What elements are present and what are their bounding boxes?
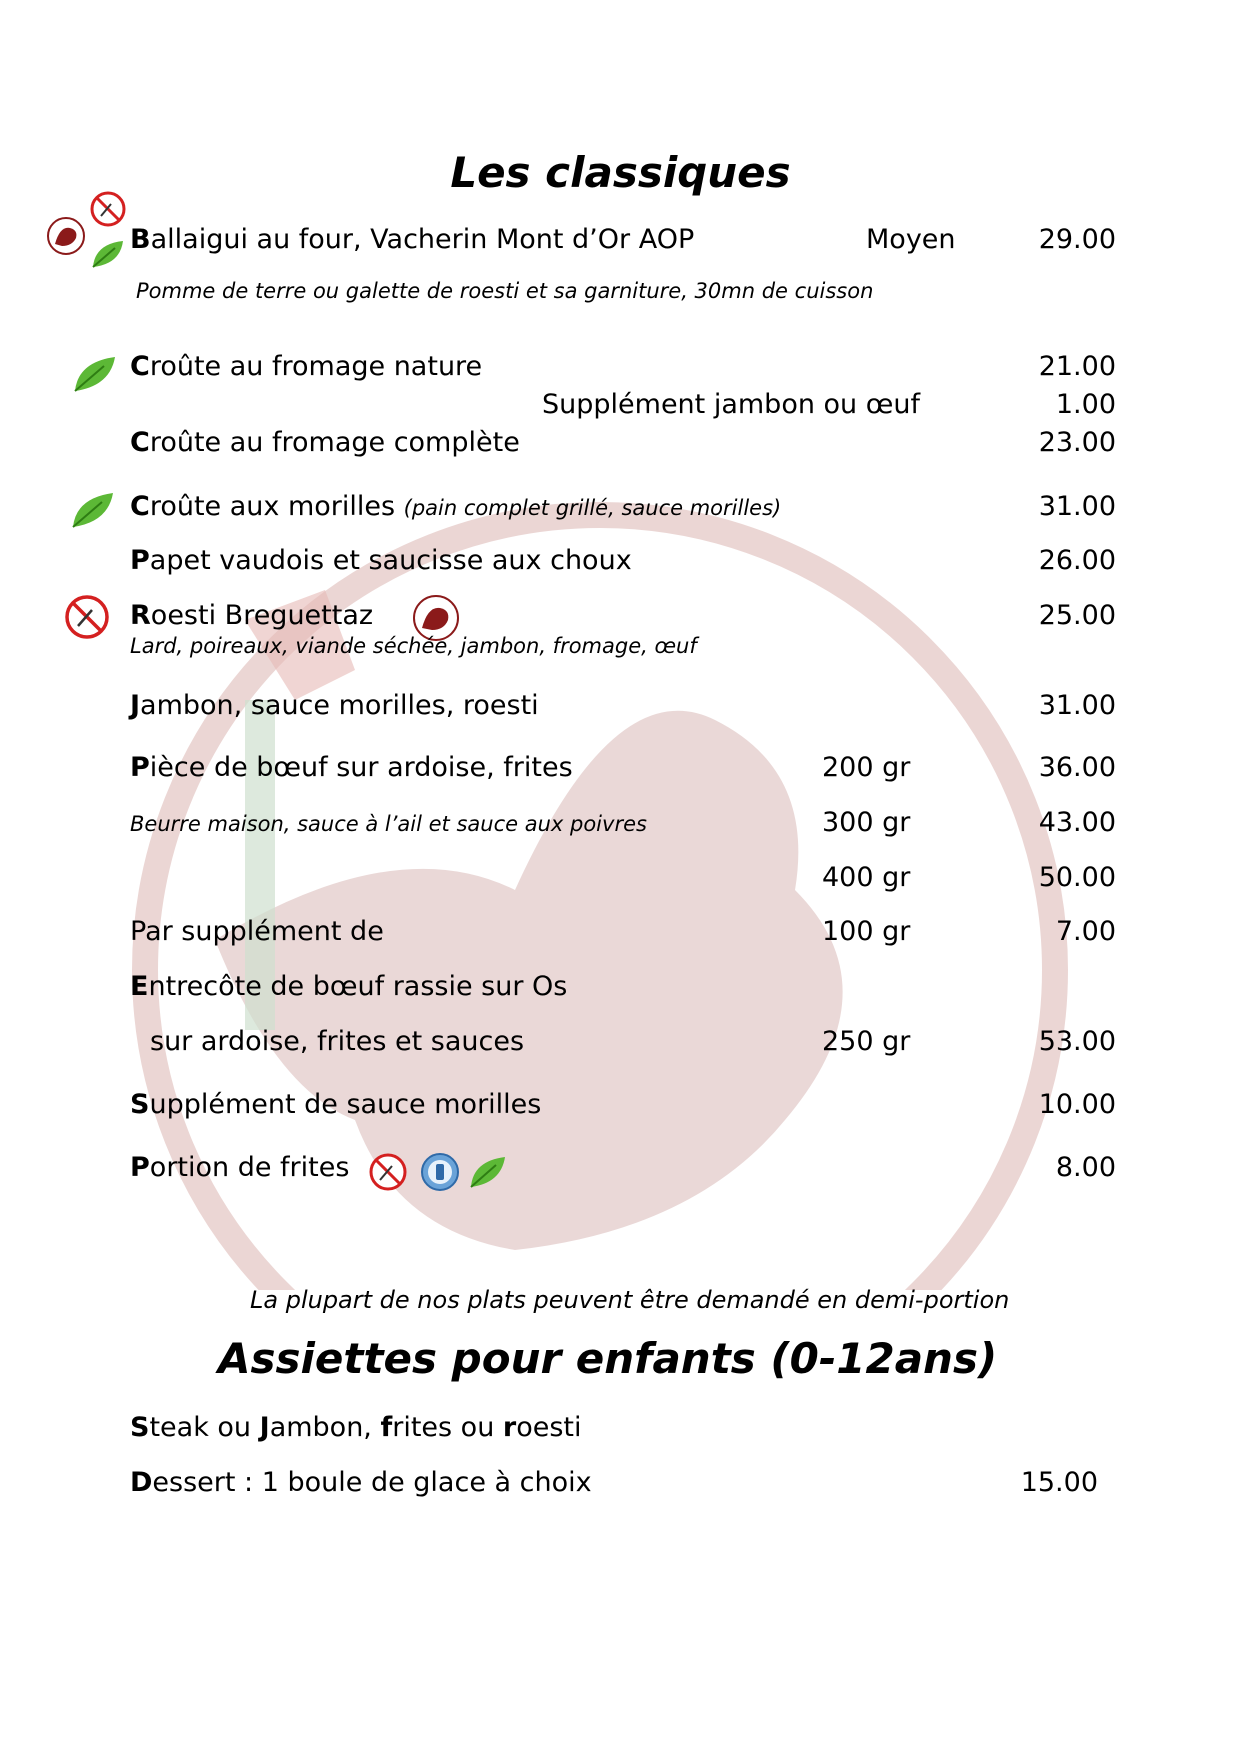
item-size: 300 gr <box>822 807 911 838</box>
item-description: Pomme de terre ou galette de roesti et sa garniture, 30mn de cuisson <box>136 279 874 303</box>
menu-item-entrecote: Entrecôte de bœuf rassie sur Os <box>130 971 568 1002</box>
item-price: 1.00 <box>1055 389 1116 420</box>
item-price: 25.00 <box>1038 600 1116 631</box>
menu-item-supplement-sauce: Supplément de sauce morilles <box>130 1089 542 1120</box>
menu-item-croute-complete: Croûte au fromage complète <box>130 427 520 458</box>
leaf-icon <box>70 490 116 530</box>
menu-item-roesti-breguettaz: Roesti Breguettaz <box>130 600 374 631</box>
item-price: 8.00 <box>1055 1152 1116 1183</box>
menu-item-ballaigui: Ballaigui au four, Vacherin Mont d’Or AOP <box>130 224 695 255</box>
menu-item-supplement-jambon: Supplément jambon ou œuf <box>542 389 920 420</box>
item-size: 100 gr <box>822 916 911 947</box>
item-description: Beurre maison, sauce à l’ail et sauce aux poivres <box>130 812 647 836</box>
half-portion-note: La plupart de nos plats peuvent être demandé en demi-portion <box>250 1286 1010 1314</box>
item-price: 53.00 <box>1038 1026 1116 1057</box>
item-price: 36.00 <box>1038 752 1116 783</box>
leaf-icon <box>72 354 118 394</box>
menu-item-croute-nature: Croûte au fromage nature <box>130 351 483 382</box>
menu-item-croute-morilles: Croûte aux morilles (pain complet grillé, sauce morilles) <box>130 491 782 522</box>
menu-item-piece-boeuf: Pièce de bœuf sur ardoise, frites <box>130 752 573 783</box>
item-price: 29.00 <box>1038 224 1116 255</box>
no-gluten-icon <box>64 594 110 640</box>
menu-item-jambon-morilles: Jambon, sauce morilles, roesti <box>130 690 539 721</box>
item-size: 200 gr <box>822 752 911 783</box>
regional-emblem-icon <box>46 216 86 256</box>
menu-item-entrecote-detail: sur ardoise, frites et sauces <box>150 1026 525 1057</box>
item-price: 26.00 <box>1038 545 1116 576</box>
menu-item-portion-frites: Portion de frites <box>130 1152 350 1183</box>
no-milk-icon <box>420 1152 460 1192</box>
item-price: 15.00 <box>1020 1467 1098 1498</box>
item-price: 50.00 <box>1038 862 1116 893</box>
item-price: 10.00 <box>1038 1089 1116 1120</box>
leaf-icon <box>90 238 126 270</box>
item-size: Moyen <box>866 224 956 255</box>
menu-item-papet-vaudois: Papet vaudois et saucisse aux choux <box>130 545 632 576</box>
section-title-classiques: Les classiques <box>450 148 791 197</box>
leaf-icon <box>468 1154 508 1190</box>
menu-item-kids-main: Steak ou Jambon, frites ou roesti <box>130 1412 582 1443</box>
section-title-enfants: Assiettes pour enfants (0-12ans) <box>218 1334 998 1383</box>
item-price: 43.00 <box>1038 807 1116 838</box>
item-description: Lard, poireaux, viande séchée, jambon, fromage, œuf <box>130 634 697 658</box>
item-price: 31.00 <box>1038 690 1116 721</box>
no-gluten-icon <box>368 1152 408 1192</box>
item-price: 23.00 <box>1038 427 1116 458</box>
item-size: 400 gr <box>822 862 911 893</box>
item-price: 31.00 <box>1038 491 1116 522</box>
menu-item-par-supplement: Par supplément de <box>130 916 384 947</box>
menu-item-kids-dessert: Dessert : 1 boule de glace à choix <box>130 1467 592 1498</box>
item-size: 250 gr <box>822 1026 911 1057</box>
no-gluten-icon <box>89 190 127 228</box>
item-price: 7.00 <box>1055 916 1116 947</box>
item-price: 21.00 <box>1038 351 1116 382</box>
